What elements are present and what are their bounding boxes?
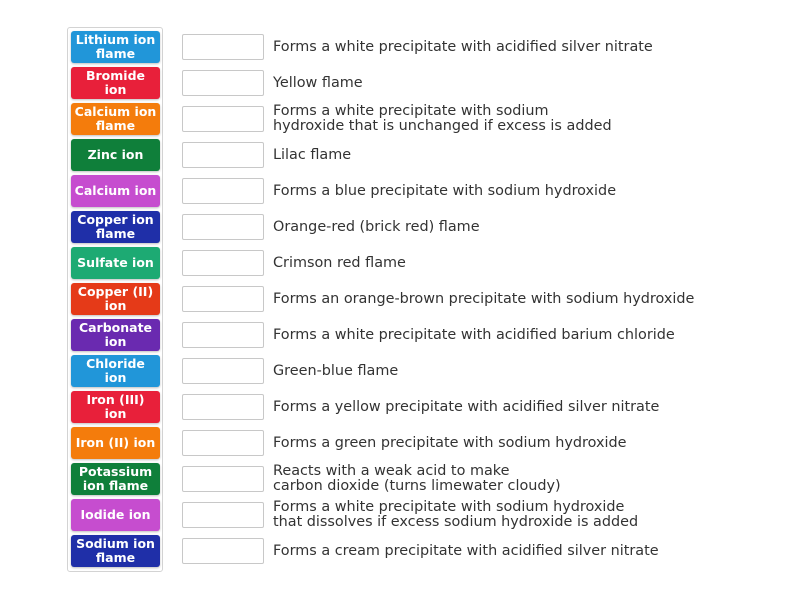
clue-text: Forms a blue precipitate with sodium hydroxide	[273, 182, 617, 199]
tile-calcium-ion[interactable]: Calcium ion	[71, 175, 160, 207]
answer-slot[interactable]	[182, 214, 264, 240]
tile-iron-iii-ion[interactable]: Iron (III) ion	[71, 391, 160, 423]
answer-slot[interactable]	[182, 70, 264, 96]
clue-text: Yellow flame	[273, 74, 363, 91]
clue-text: Forms a white precipitate with acidified barium chloride	[273, 326, 675, 343]
answer-slot[interactable]	[182, 34, 264, 60]
tile-potassium-ion-flame[interactable]: Potassium ion flame	[71, 463, 160, 495]
clue-text: Orange-red (brick red) flame	[273, 218, 480, 235]
tile-bromide-ion[interactable]: Bromide ion	[71, 67, 160, 99]
tile-chloride-ion[interactable]: Chloride ion	[71, 355, 160, 387]
answer-slot[interactable]	[182, 466, 264, 492]
answer-slot[interactable]	[182, 358, 264, 384]
tile-lithium-ion-flame[interactable]: Lithium ion flame	[71, 31, 160, 63]
clue-text: Forms a white precipitate with sodium hydroxide that is unchanged if excess is added	[273, 103, 612, 134]
tile-calcium-ion-flame[interactable]: Calcium ion flame	[71, 103, 160, 135]
answer-slot[interactable]	[182, 538, 264, 564]
answer-slot[interactable]	[182, 142, 264, 168]
answer-slot[interactable]	[182, 394, 264, 420]
clue-text: Reacts with a weak acid to make carbon dioxide (turns limewater cloudy)	[273, 463, 561, 494]
tile-sodium-ion-flame[interactable]: Sodium ion flame	[71, 535, 160, 567]
clue-text: Forms a yellow precipitate with acidified silver nitrate	[273, 398, 660, 415]
clue-text: Forms a white precipitate with acidified silver nitrate	[273, 38, 653, 55]
answer-slot[interactable]	[182, 502, 264, 528]
tile-copper-ii-ion[interactable]: Copper (II) ion	[71, 283, 160, 315]
answer-slot[interactable]	[182, 430, 264, 456]
clue-text: Forms a green precipitate with sodium hydroxide	[273, 434, 627, 451]
clue-text: Forms a white precipitate with sodium hydroxide that dissolves if excess sodium hydroxide is added	[273, 499, 639, 530]
clue-text: Green-blue flame	[273, 362, 399, 379]
answer-slot[interactable]	[182, 250, 264, 276]
clue-text: Crimson red flame	[273, 254, 406, 271]
tile-copper-ion-flame[interactable]: Copper ion flame	[71, 211, 160, 243]
answer-slot[interactable]	[182, 286, 264, 312]
clue-text: Forms a cream precipitate with acidified silver nitrate	[273, 542, 659, 559]
tile-iodide-ion[interactable]: Iodide ion	[71, 499, 160, 531]
tile-sulfate-ion[interactable]: Sulfate ion	[71, 247, 160, 279]
answer-slot[interactable]	[182, 178, 264, 204]
tile-zinc-ion[interactable]: Zinc ion	[71, 139, 160, 171]
tile-carbonate-ion[interactable]: Carbonate ion	[71, 319, 160, 351]
answer-slot[interactable]	[182, 106, 264, 132]
answer-slot[interactable]	[182, 322, 264, 348]
clue-text: Forms an orange-brown precipitate with sodium hydroxide	[273, 290, 695, 307]
clue-text: Lilac flame	[273, 146, 352, 163]
tile-iron-ii-ion[interactable]: Iron (II) ion	[71, 427, 160, 459]
